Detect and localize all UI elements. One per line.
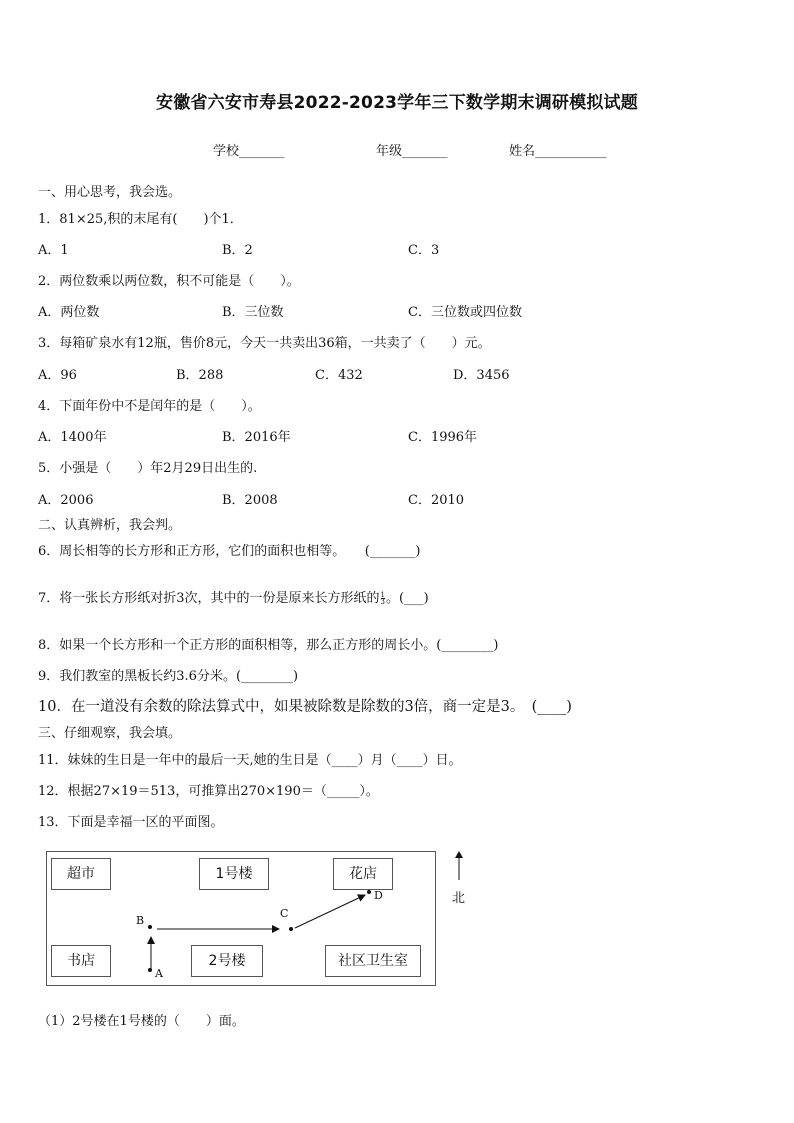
point-b-dot [148,925,152,929]
q13-sub1: （1）2号楼在1号楼的（ ）面。 [38,1014,245,1029]
q7-statement [38,587,429,606]
name-field[interactable]: 姓名___________ [509,144,607,159]
point-a-label: A [155,967,163,980]
point-c-label: C [280,907,289,920]
q5-option-a[interactable]: A．2006 [38,493,94,508]
q1-option-b[interactable]: B．2 [222,243,253,258]
community-map [46,851,436,986]
q4-option-a[interactable]: A．1400年 [38,430,107,445]
q9-statement: 9．我们教室的黑板长约3.6分米。(________) [38,669,299,684]
q7-fraction-denominator: 3 [380,598,386,606]
q3-stem: 3．每箱矿泉水有12瓶，售价8元，今天一共卖出36箱，一共卖了（ ）元。 [38,336,491,351]
point-a-dot [148,968,152,972]
q3-option-c[interactable]: C．432 [315,368,363,383]
q7-fraction-numerator: 1 [380,591,386,599]
q10-statement: 10．在一道没有余数的除法算式中，如果被除数是除数的3倍，商一定是3。 (____) [38,699,572,715]
section3-heading: 三、仔细观察，我会填。 [38,726,182,741]
point-d-dot [367,890,371,894]
north-label: 北 [452,891,466,906]
page-title: 安徽省六安市寿县2022-2023学年三下数学期末调研模拟试题 [156,93,638,113]
q7-answer-blank: 。(___) [386,591,429,606]
north-arrow-icon [450,850,470,890]
q5-stem: 5．小强是（ ）年2月29日出生的. [38,461,258,476]
point-c-dot [289,927,293,931]
q2-stem: 2．两位数乘以两位数，积不可能是（ ）。 [38,274,300,289]
map-supermarket: 超市 [51,858,111,890]
map-building1: 1号楼 [199,858,269,890]
q12-statement: 12．根据27×19＝513，可推算出270×190＝（_____）。 [38,784,379,799]
q5-option-c[interactable]: C．2010 [408,493,465,508]
q2-option-b[interactable]: B．三位数 [222,305,284,320]
q3-option-a[interactable]: A．96 [38,368,77,383]
section1-heading: 一、用心思考，我会选。 [38,185,182,200]
q4-option-c[interactable]: C．1996年 [408,430,478,445]
q2-option-a[interactable]: A．两位数 [38,305,100,320]
q3-option-d[interactable]: D．3456 [453,368,510,383]
q4-stem: 4．下面年份中不是闰年的是（ ）。 [38,399,261,414]
q3-option-b[interactable]: B．288 [176,368,224,383]
grade-field[interactable]: 年级_______ [376,144,448,159]
q1-option-a[interactable]: A．1 [38,243,69,258]
q5-option-b[interactable]: B．2008 [222,493,278,508]
q11-statement: 11．妹妹的生日是一年中的最后一天,她的生日是（____）月（____）日。 [38,753,462,768]
q13-statement: 13．下面是幸福一区的平面图。 [38,815,224,830]
point-b-label: B [136,914,145,927]
school-field[interactable]: 学校_______ [213,144,285,159]
q7-text: 7．将一张长方形纸对折3次，其中的一份是原来长方形纸的 [38,591,380,606]
q2-option-c[interactable]: C．三位数或四位数 [408,305,522,320]
q1-option-c[interactable]: C．3 [408,243,440,258]
section2-heading: 二、认真辨析，我会判。 [38,518,182,533]
route-arrows [47,852,437,987]
q8-statement: 8．如果一个长方形和一个正方形的面积相等，那么正方形的周长小。(________) [38,638,499,653]
q4-option-b[interactable]: B．2016年 [222,430,291,445]
q6-statement: 6．周长相等的长方形和正方形，它们的面积也相等。 (_______) [38,544,421,559]
point-d-label: D [374,889,383,902]
map-flower-shop: 花店 [333,858,393,890]
map-clinic: 社区卫生室 [325,945,421,977]
q1-stem: 1．81×25,积的末尾有( )个1． [38,212,243,227]
map-bookstore: 书店 [51,945,111,977]
arrow-c-to-d [295,895,365,928]
q7-fraction [381,592,385,605]
map-building2: 2号楼 [191,945,263,977]
